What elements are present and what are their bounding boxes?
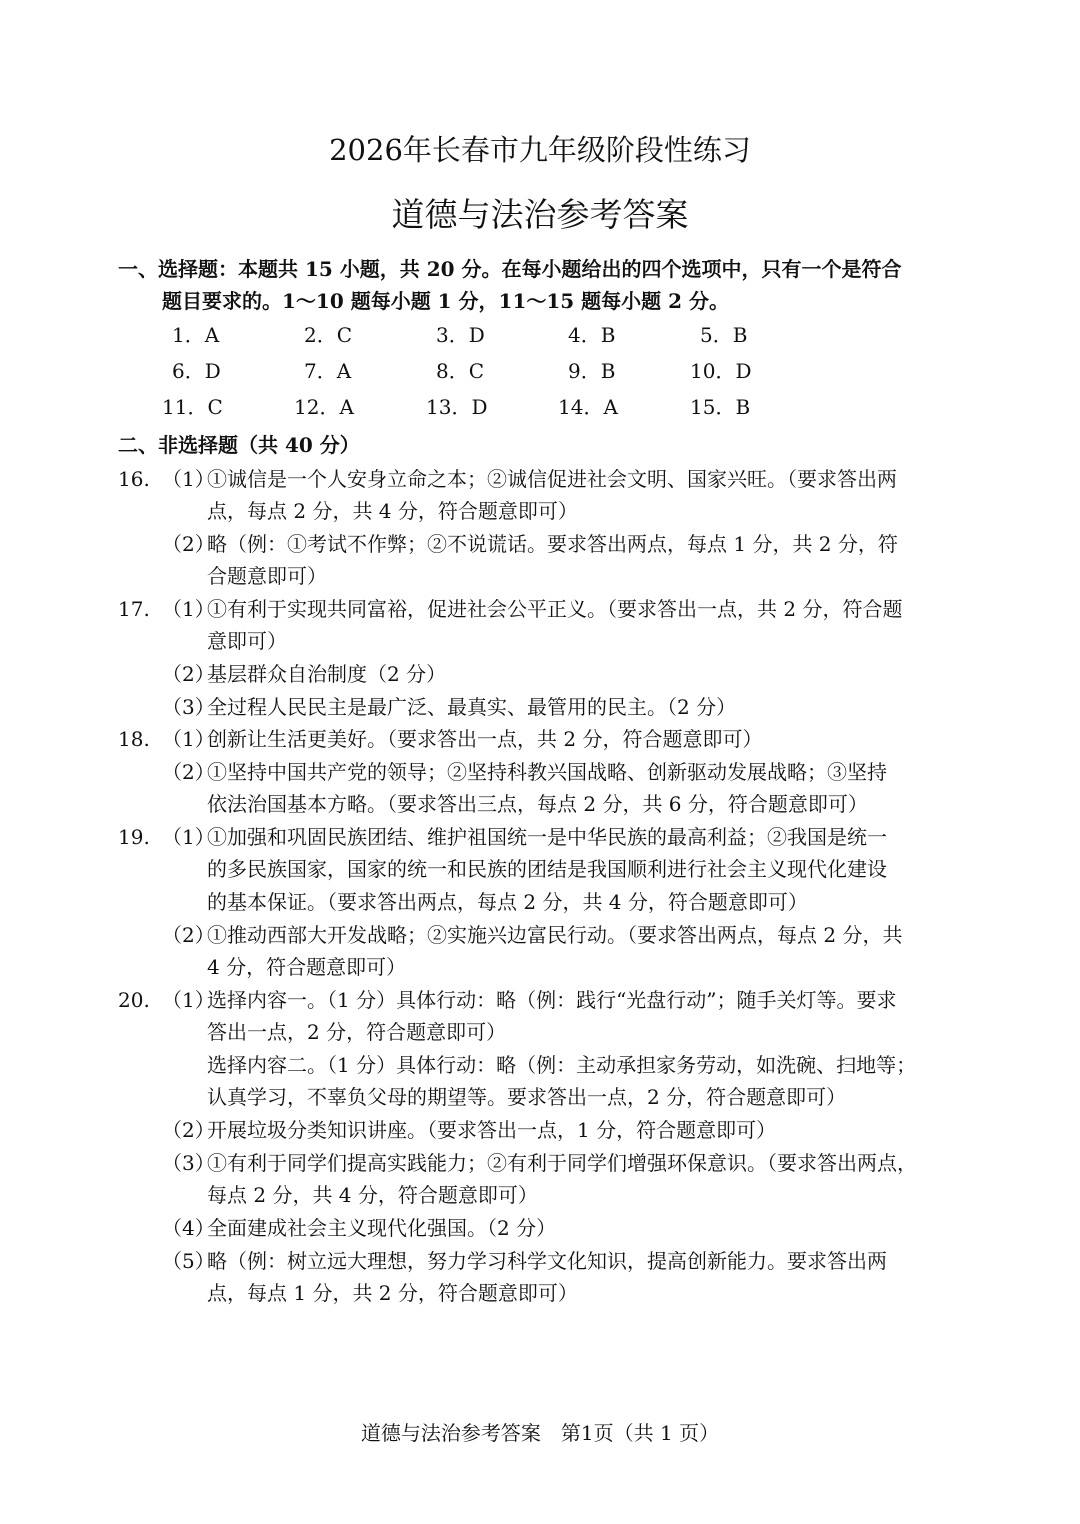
choice-answer: 9．B: [568, 359, 616, 383]
q16-part1-text: 点，每点 2 分，共 4 分，符合题意即可）: [207, 499, 578, 523]
q19-part1-text: 的多民族国家，国家的统一和民族的团结是我国顺利进行社会主义现代化建设: [207, 857, 887, 881]
q18-part1-label: （1）: [162, 727, 215, 751]
q20-part1-text: 选择内容一。（1 分）具体行动：略（例：践行“光盘行动”；随手关灯等。要求: [207, 988, 897, 1012]
q19-part2-label: （2）: [162, 923, 215, 947]
q18-part2-label: （2）: [162, 760, 215, 784]
q17-part2-label: （2）: [162, 662, 215, 686]
choice-answer: 10．D: [690, 359, 752, 383]
choice-answer: 12．A: [294, 395, 354, 419]
section2-heading: 二、非选择题（共 40 分）: [118, 433, 360, 457]
q20-part1-label: （1）: [162, 988, 215, 1012]
q17-part3-label: （3）: [162, 695, 215, 719]
q19-part1-text: ①加强和巩固民族团结、维护祖国统一是中华民族的最高利益；②我国是统一: [207, 825, 887, 849]
q20-part4-label: （4）: [162, 1216, 215, 1240]
choice-answer: 4．B: [568, 323, 616, 347]
q17-part1-text: 意即可）: [207, 629, 287, 653]
choice-answer: 11．C: [162, 395, 223, 419]
q16-part2-text: 略（例：①考试不作弊；②不说谎话。要求答出两点，每点 1 分，共 2 分，符: [207, 532, 898, 556]
question-number-18: 18.: [118, 727, 150, 751]
q20-part5-text: 点，每点 1 分，共 2 分，符合题意即可）: [207, 1281, 578, 1305]
q16-part2-text: 合题意即可）: [207, 564, 327, 588]
q20-part2-label: （2）: [162, 1118, 215, 1142]
choice-answer: 3．D: [436, 323, 485, 347]
q20-part1-text: 认真学习，不辜负父母的期望等。要求答出一点，2 分，符合题意即可）: [207, 1085, 847, 1109]
choice-answer: 1．A: [172, 323, 220, 347]
choice-answer: 6．D: [172, 359, 221, 383]
choice-answer: 13．D: [426, 395, 488, 419]
q20-part4-text: 全面建成社会主义现代化强国。（2 分）: [207, 1216, 557, 1240]
section1-heading: 一、选择题：本题共 15 小题，共 20 分。在每小题给出的四个选项中，只有一个是符合: [118, 257, 902, 281]
q20-part5-text: 略（例：树立远大理想，努力学习科学文化知识，提高创新能力。要求答出两: [207, 1249, 887, 1273]
answer-key-title: 道德与法治参考答案: [391, 195, 689, 234]
choice-answer: 8．C: [436, 359, 485, 383]
choice-answer: 7．A: [304, 359, 352, 383]
q20-part5-label: （5）: [162, 1249, 215, 1273]
question-number-19: 19.: [118, 825, 150, 849]
choice-answer: 15．B: [690, 395, 751, 419]
q19-part1-label: （1）: [162, 825, 215, 849]
q16-part2-label: （2）: [162, 532, 215, 556]
q20-part3-text: 每点 2 分，共 4 分，符合题意即可）: [207, 1183, 538, 1207]
page-footer: 道德与法治参考答案 第1页（共 1 页）: [360, 1421, 720, 1445]
q20-part3-text: ①有利于同学们提高实践能力；②有利于同学们增强环保意识。（要求答出两点，: [207, 1151, 917, 1175]
q18-part2-text: ①坚持中国共产党的领导；②坚持科教兴国战略、创新驱动发展战略；③坚持: [207, 760, 887, 784]
q20-part1-text: 答出一点，2 分，符合题意即可）: [207, 1020, 507, 1044]
choice-answer: 5．B: [700, 323, 748, 347]
q18-part2-text: 依法治国基本方略。（要求答出三点，每点 2 分，共 6 分，符合题意即可）: [207, 792, 868, 816]
q17-part3-text: 全过程人民民主是最广泛、最真实、最管用的民主。（2 分）: [207, 695, 737, 719]
q17-part2-text: 基层群众自治制度（2 分）: [207, 662, 447, 686]
section1-heading-continued: 题目要求的。1～10 题每小题 1 分，11～15 题每小题 2 分。: [162, 289, 730, 313]
question-number-17: 17.: [118, 597, 150, 621]
choice-answer: 2．C: [304, 323, 353, 347]
q17-part1-label: （1）: [162, 597, 215, 621]
q17-part1-text: ①有利于实现共同富裕，促进社会公平正义。（要求答出一点，共 2 分，符合题: [207, 597, 903, 621]
q18-part1-text: 创新让生活更美好。（要求答出一点，共 2 分，符合题意即可）: [207, 727, 763, 751]
q20-part3-label: （3）: [162, 1151, 215, 1175]
q19-part2-text: ①推动西部大开发战略；②实施兴边富民行动。（要求答出两点，每点 2 分，共: [207, 923, 903, 947]
q16-part1-text: ①诚信是一个人安身立命之本；②诚信促进社会文明、国家兴旺。（要求答出两: [207, 467, 897, 491]
q19-part1-text: 的基本保证。（要求答出两点，每点 2 分，共 4 分，符合题意即可）: [207, 890, 808, 914]
choice-answer: 14．A: [558, 395, 618, 419]
question-number-20: 20.: [118, 988, 150, 1012]
q16-part1-label: （1）: [162, 467, 215, 491]
q20-part2-text: 开展垃圾分类知识讲座。（要求答出一点，1 分，符合题意即可）: [207, 1118, 777, 1142]
question-number-16: 16.: [118, 467, 150, 491]
q19-part2-text: 4 分，符合题意即可）: [207, 955, 407, 979]
q20-part1-text: 选择内容二。（1 分）具体行动：略（例：主动承担家务劳动，如洗碗、扫地等；: [207, 1053, 917, 1077]
exam-title: 2026年长春市九年级阶段性练习: [329, 133, 751, 167]
